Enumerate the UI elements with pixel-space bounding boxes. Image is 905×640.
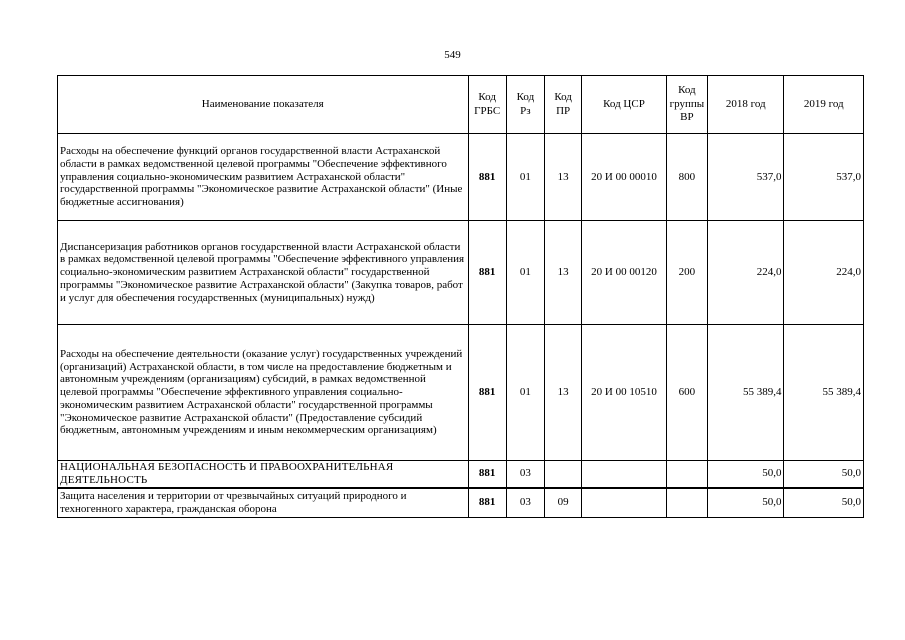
row-pr: 13 — [545, 221, 582, 325]
header-grbs: Код ГРБС — [468, 76, 506, 134]
row-rz: 01 — [506, 134, 544, 221]
row-rz: 01 — [506, 221, 544, 325]
row-name: Расходы на обеспечение функций органов государственной власти Астраханской области в рамках ведомственной целевой программы "Обеспечение эффективного управления социально-экономическим развитием Астраханской области" государственной программы "Экономическое развитие Астраханской области" (Иные бюджетные ассигнования) — [58, 134, 469, 221]
row-rz: 03 — [506, 461, 544, 488]
table-row — [58, 134, 864, 221]
row-2018: 537,0 — [707, 134, 783, 221]
row-vr: 200 — [666, 221, 707, 325]
header-2018: 2018 год — [707, 76, 783, 134]
row-grbs: 881 — [468, 134, 506, 221]
row-csr: 20 И 00 00120 — [582, 221, 667, 325]
budget-table — [57, 75, 864, 518]
table-row — [58, 325, 864, 461]
row-2018: 50,0 — [707, 461, 783, 488]
row-2019: 55 389,4 — [784, 325, 864, 461]
row-2019: 50,0 — [784, 461, 864, 488]
row-2019: 537,0 — [784, 134, 864, 221]
header-vr: Код группы ВР — [666, 76, 707, 134]
row-2018: 50,0 — [707, 488, 783, 518]
row-vr — [666, 488, 707, 518]
row-name: Защита населения и территории от чрезвычайных ситуаций природного и техногенного характера, гражданская оборона — [58, 488, 469, 518]
row-pr: 09 — [545, 488, 582, 518]
row-grbs: 881 — [468, 488, 506, 518]
table-row — [58, 488, 864, 518]
header-row — [58, 76, 864, 134]
row-pr: 13 — [545, 325, 582, 461]
header-rz: Код Рз — [506, 76, 544, 134]
row-2019: 224,0 — [784, 221, 864, 325]
table-row — [58, 461, 864, 488]
row-name: НАЦИОНАЛЬНАЯ БЕЗОПАСНОСТЬ И ПРАВООХРАНИТЕЛЬНАЯ ДЕЯТЕЛЬНОСТЬ — [58, 461, 469, 488]
row-grbs: 881 — [468, 221, 506, 325]
page-number: 549 — [444, 49, 461, 61]
row-2018: 55 389,4 — [707, 325, 783, 461]
row-rz: 03 — [506, 488, 544, 518]
row-rz: 01 — [506, 325, 544, 461]
row-vr — [666, 461, 707, 488]
row-name: Диспансеризация работников органов государственной власти Астраханской области в рамках ведомственной целевой программы "Обеспечение эффективного управления социально-экономическим развитием Астраханской области" государственной программы "Экономическое развитие Астраханской области" (Закупка товаров, работ и услуг для обеспечения государственных (муниципальных) нужд) — [58, 221, 469, 325]
row-vr: 600 — [666, 325, 707, 461]
row-grbs: 881 — [468, 325, 506, 461]
row-csr — [582, 488, 667, 518]
row-2019: 50,0 — [784, 488, 864, 518]
row-2018: 224,0 — [707, 221, 783, 325]
header-pr: Код ПР — [545, 76, 582, 134]
row-vr: 800 — [666, 134, 707, 221]
header-2019: 2019 год — [784, 76, 864, 134]
header-csr: Код ЦСР — [582, 76, 667, 134]
row-name: Расходы на обеспечение деятельности (оказание услуг) государственных учреждений (организаций) Астраханской области, в том числе на предоставление бюджетным и автономным учреждениям (организациям) субсидий, в рамках ведомственной целевой программы "Обеспечение эффективного управления социально-экономическим развитием Астраханской области" государственной программы "Экономическое развитие Астраханской области" (Предоставление субсидий бюджетным, автономным учреждениям и иным некоммерческим организациям) — [58, 325, 469, 461]
header-name: Наименование показателя — [58, 76, 469, 134]
table-row — [58, 221, 864, 325]
row-csr: 20 И 00 10510 — [582, 325, 667, 461]
row-grbs: 881 — [468, 461, 506, 488]
row-pr: 13 — [545, 134, 582, 221]
row-csr — [582, 461, 667, 488]
row-csr: 20 И 00 00010 — [582, 134, 667, 221]
row-pr — [545, 461, 582, 488]
